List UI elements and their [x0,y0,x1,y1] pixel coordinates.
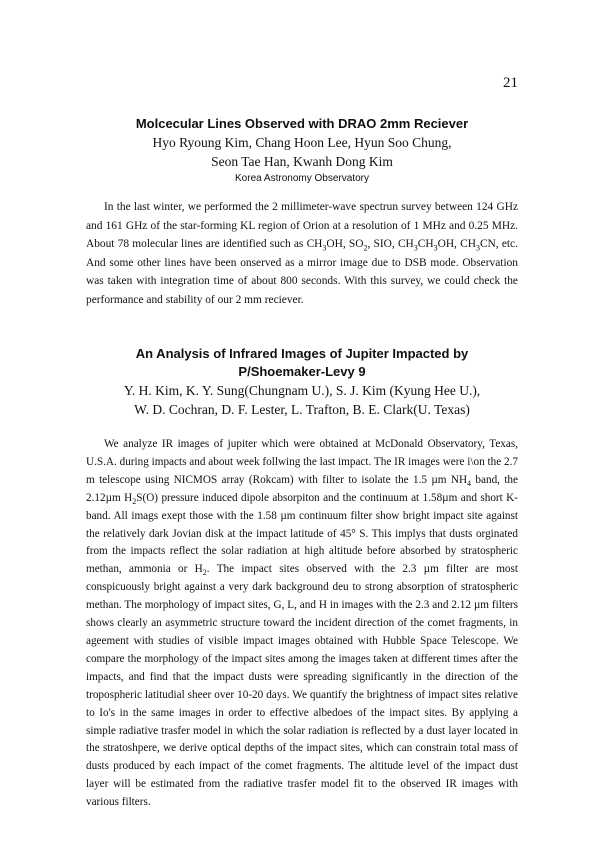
authors-line: W. D. Cochran, D. F. Lester, L. Trafton, B. E. Clark(U. Texas) [134,402,470,417]
abstract-body: In the last winter, we performed the 2 millimeter-wave spectrun survey between 124 GHz and 161 GHz of the star-forming KL region of Orion at a resolution of 1 MHz and 0.25 MHz. About 78 molecular lines are identified such as $CH_3OH$, $SO_2$, SIO, $CH_3CH_3OH$, $CH_3CN$, etc. And some other lines have been onserved as a mirror image due to DSB mode. Observation was taken with integration time of about 800 seconds. With this survey, we could check the performance and stability of our 2 mm reciever. [86,201,518,306]
title-line: An Analysis of Infrared Images of Jupiter Impacted by [135,346,469,361]
authors-line: Y. H. Kim, K. Y. Sung(Chungnam U.), S. J. Kim (Kyung Hee U.), [123,383,481,398]
abstract-body: We analyze IR images of jupiter which were obtained at McDonald Observatory, Texas, U.S.A. during impacts and about week follwing the last impact. The IR images were i\on the 2.7 m telescope using NICMOS array (Rokcam) with filter to isolate the 1.5 µm $NH_4$ band, the 2.12µm $H_2S(O)$ pressure induced dipole absorpiton and the continuum at 1.58µm and short K-band. All imags exept those with the 1.58 µm continuum filter show bright impact site against the relatively dark Jovian disk at the impact latitude of 45° S. This implys that dusts orginated from the impacts reflect the solar radiation at high altitude before absorbed by stratospheric methan, ammonia or $H_2$. The impact sites observed with the 2.3 µm filter are most conspicuously bright against a very dark background deu to strong absorption of stratospheric methan. The morphology of impact sites, G, L, and H in images with the 2.3 and 2.12 µm filters shows clearly an asymmetric structure toward the incident direction of the comet fragments, in ageement with studies of visible impact images obtained with Hubble Space Telescope. We compare the morphology of the impact sites among the images taken at different times after the impacts, and find that the impact dusts were spreading significantly in the direction of the tropospheric latitudial sheer over 10-20 days. We quantify the brightness of impact sites relative to Io's in the same images in order to effective albedoes of the impact sites. By applying a simple radiative trasfer model in which the solar radiation is reflected by a dust layer located in the stratoshpere, we derive optical depths of the impact sites, which can constrain total mass of dusts produced by each impact of the comet fragments. The altitude level of the impact dust layer will be estimated from the radiative trasfer model fit to the observed IR images with various filters. [86,438,518,809]
title-line: Molcecular Lines Observed with DRAO 2mm Reciever [135,116,469,131]
abstract-title [86,115,518,133]
authors-line: Seon Tae Han, Kwanh Dong Kim [211,154,393,169]
authors-line: Hyo Ryoung Kim, Chang Hoon Lee, Hyun Soo Chung, [152,135,452,150]
title-line: P/Shoemaker-Levy 9 [238,364,366,379]
author-list [86,133,518,171]
author-list [86,381,518,419]
affiliation: Korea Astronomy Observatory [235,173,369,184]
page-number: 21 [503,75,518,91]
abstract-title [86,345,518,381]
abstract-drao-2mm [86,115,518,309]
abstract-jupiter-ir [86,345,518,812]
